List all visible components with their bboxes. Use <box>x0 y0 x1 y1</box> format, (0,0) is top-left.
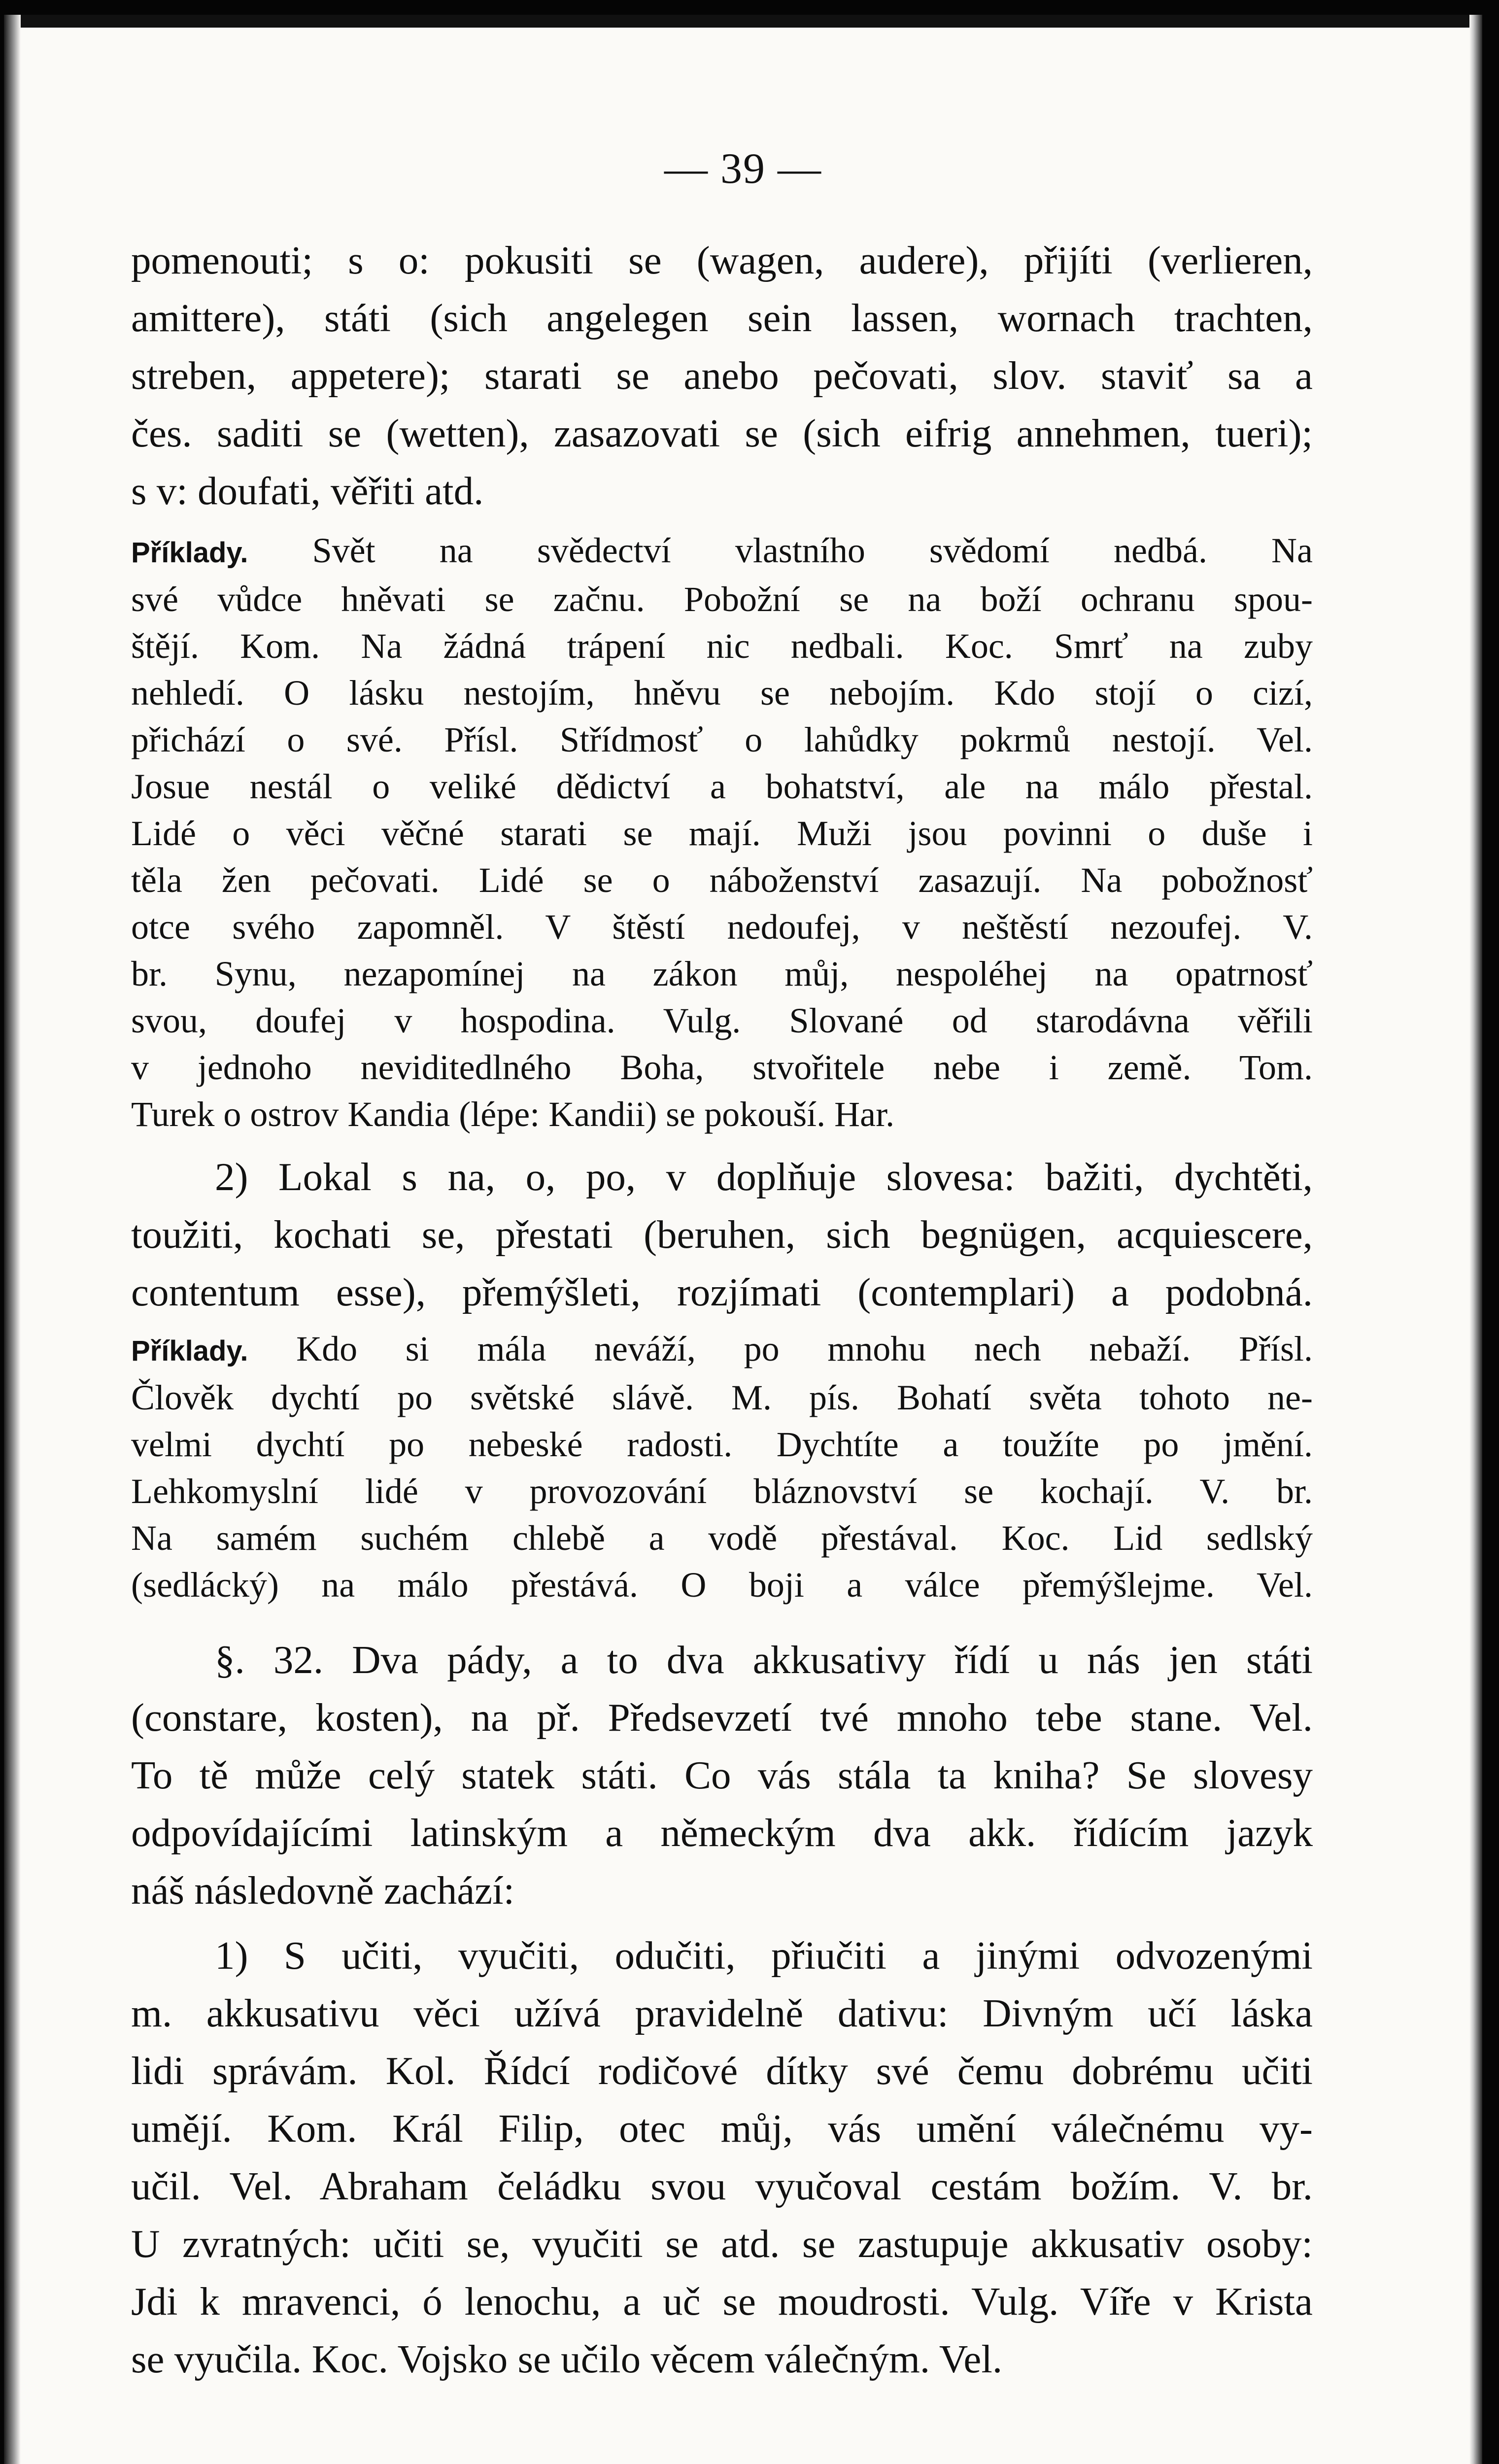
text-line: To tě může celý statek státi. Co vás stála ta kniha? Se slovesy <box>131 1753 1313 1797</box>
page-number: — 39 — <box>664 145 822 193</box>
text-line: čes. saditi se (wetten), zasazovati se (sich eifrig annehmen, tueri); <box>131 411 1313 455</box>
example-text: Kdo si mála neváží, po mnohu nech nebaží. Přísl. <box>296 1329 1313 1369</box>
text-line <box>131 1326 1313 1374</box>
text-line: (sedlácký) na málo přestává. O boji a válce přemýšlejme. Vel. <box>131 1565 1313 1605</box>
text-line: odpovídajícími latinským a německým dva akk. řídícím jazyk <box>131 1811 1313 1855</box>
examples-block-2 <box>131 1326 1313 1608</box>
text-line <box>131 527 1313 576</box>
text-line: štějí. Kom. Na žádná trápení nic nedbali. Koc. Smrť na zuby <box>131 626 1313 666</box>
text-line: v jednoho neviditedlného Boha, stvořitele nebe i země. Tom. <box>131 1048 1313 1087</box>
text-line: nehledí. O lásku nestojím, hněvu se nebojím. Kdo stojí o cizí, <box>131 673 1313 713</box>
text-line: umějí. Kom. Král Filip, otec můj, vás umění válečnému vy- <box>131 2106 1313 2151</box>
text-line: amittere), státi (sich angelegen sein lassen, wornach trachten, <box>131 296 1313 340</box>
text-line: se vyučila. Koc. Vojsko se učilo věcem válečným. Vel. <box>131 2337 1003 2381</box>
example-text: Svět na svědectví vlastního svědomí nedbá. Na <box>312 531 1313 570</box>
binding-shadow <box>4 15 21 2464</box>
text-line: Turek o ostrov Kandia (lépe: Kandii) se pokouší. Har. <box>131 1095 895 1134</box>
example-label: Příklady. <box>131 537 248 569</box>
text-line: lidi správám. Kol. Řídcí rodičové dítky své čemu dobrému učiti <box>131 2049 1313 2093</box>
text-line: streben, appetere); starati se anebo pečovati, slov. staviť sa a <box>131 353 1313 398</box>
page-top-edge <box>19 15 1477 28</box>
text-line: br. Synu, nezapomínej na zákon můj, nespoléhej na opatrnosť <box>131 954 1313 993</box>
text-line: s v: doufati, věřiti atd. <box>131 469 484 513</box>
text-line: otce svého zapomněl. V štěstí nedoufej, v neštěstí nezoufej. V. <box>131 907 1313 947</box>
text-line: náš následovně zachází: <box>131 1868 515 1913</box>
paragraph-2 <box>131 1148 1313 1321</box>
text-line: Člověk dychtí po světské slávě. M. pís. Bohatí světa tohoto ne- <box>131 1378 1313 1417</box>
example-label: Příklady. <box>131 1335 248 1367</box>
text-line: své vůdce hněvati se začnu. Pobožní se na boží ochranu spou- <box>131 580 1313 619</box>
text-line: přichází o své. Přísl. Střídmosť o lahůdky pokrmů nestojí. Vel. <box>131 720 1313 759</box>
text-line: těla žen pečovati. Lidé se o náboženství zasazují. Na pobožnosť <box>131 860 1313 900</box>
text-line: učil. Vel. Abraham čeládku svou vyučoval cestám božím. V. br. <box>131 2164 1313 2208</box>
scanned-page <box>4 15 1482 2464</box>
text-line: m. akkusativu věci užívá pravidelně dativu: Divným učí láska <box>131 1991 1313 2035</box>
text-line: (constare, kosten), na př. Předsevzetí tvé mnoho tebe stane. Vel. <box>131 1695 1313 1740</box>
text-line: contentum esse), přemýšleti, rozjímati (contemplari) a podobná. <box>131 1270 1313 1314</box>
paragraph-3 <box>131 1631 1313 1919</box>
text-line: Jdi k mravenci, ó lenochu, a uč se moudrosti. Vulg. Víře v Krista <box>131 2279 1313 2324</box>
text-line: svou, doufej v hospodina. Vulg. Slované od starodávna věřili <box>131 1001 1313 1040</box>
text-line: 2) Lokal s na, o, po, v doplňuje slovesa: bažiti, dychtěti, <box>215 1155 1313 1199</box>
text-line: velmi dychtí po nebeské radosti. Dychtíte a toužíte po jmění. <box>131 1425 1313 1464</box>
page-right-edge <box>1469 15 1482 2464</box>
examples-block-1 <box>131 527 1313 1138</box>
text-line: pomenouti; s o: pokusiti se (wagen, audere), přijíti (verlieren, <box>131 238 1313 282</box>
text-line: §. 32. Dva pády, a to dva akkusativy řídí u nás jen státi <box>215 1638 1313 1682</box>
text-line: Lidé o věci věčné starati se mají. Muži jsou povinni o duše i <box>131 814 1313 853</box>
text-line: Na samém suchém chlebě a vodě přestával. Koc. Lid sedlský <box>131 1518 1313 1558</box>
text-line: U zvratných: učiti se, vyučiti se atd. se zastupuje akkusativ osoby: <box>131 2222 1313 2266</box>
text-line: Lehkomyslní lidé v provozování bláznovství se kochají. V. br. <box>131 1472 1313 1511</box>
paragraph-1 <box>131 232 1313 520</box>
text-line: 1) S učiti, vyučiti, odučiti, přiučiti a jinými odvozenými <box>215 1933 1313 1978</box>
paragraph-4 <box>131 1927 1313 2388</box>
text-line: toužiti, kochati se, přestati (beruhen, sich begnügen, acquiescere, <box>131 1212 1313 1257</box>
text-line: Josue nestál o veliké dědictví a bohatství, ale na málo přestal. <box>131 767 1313 806</box>
